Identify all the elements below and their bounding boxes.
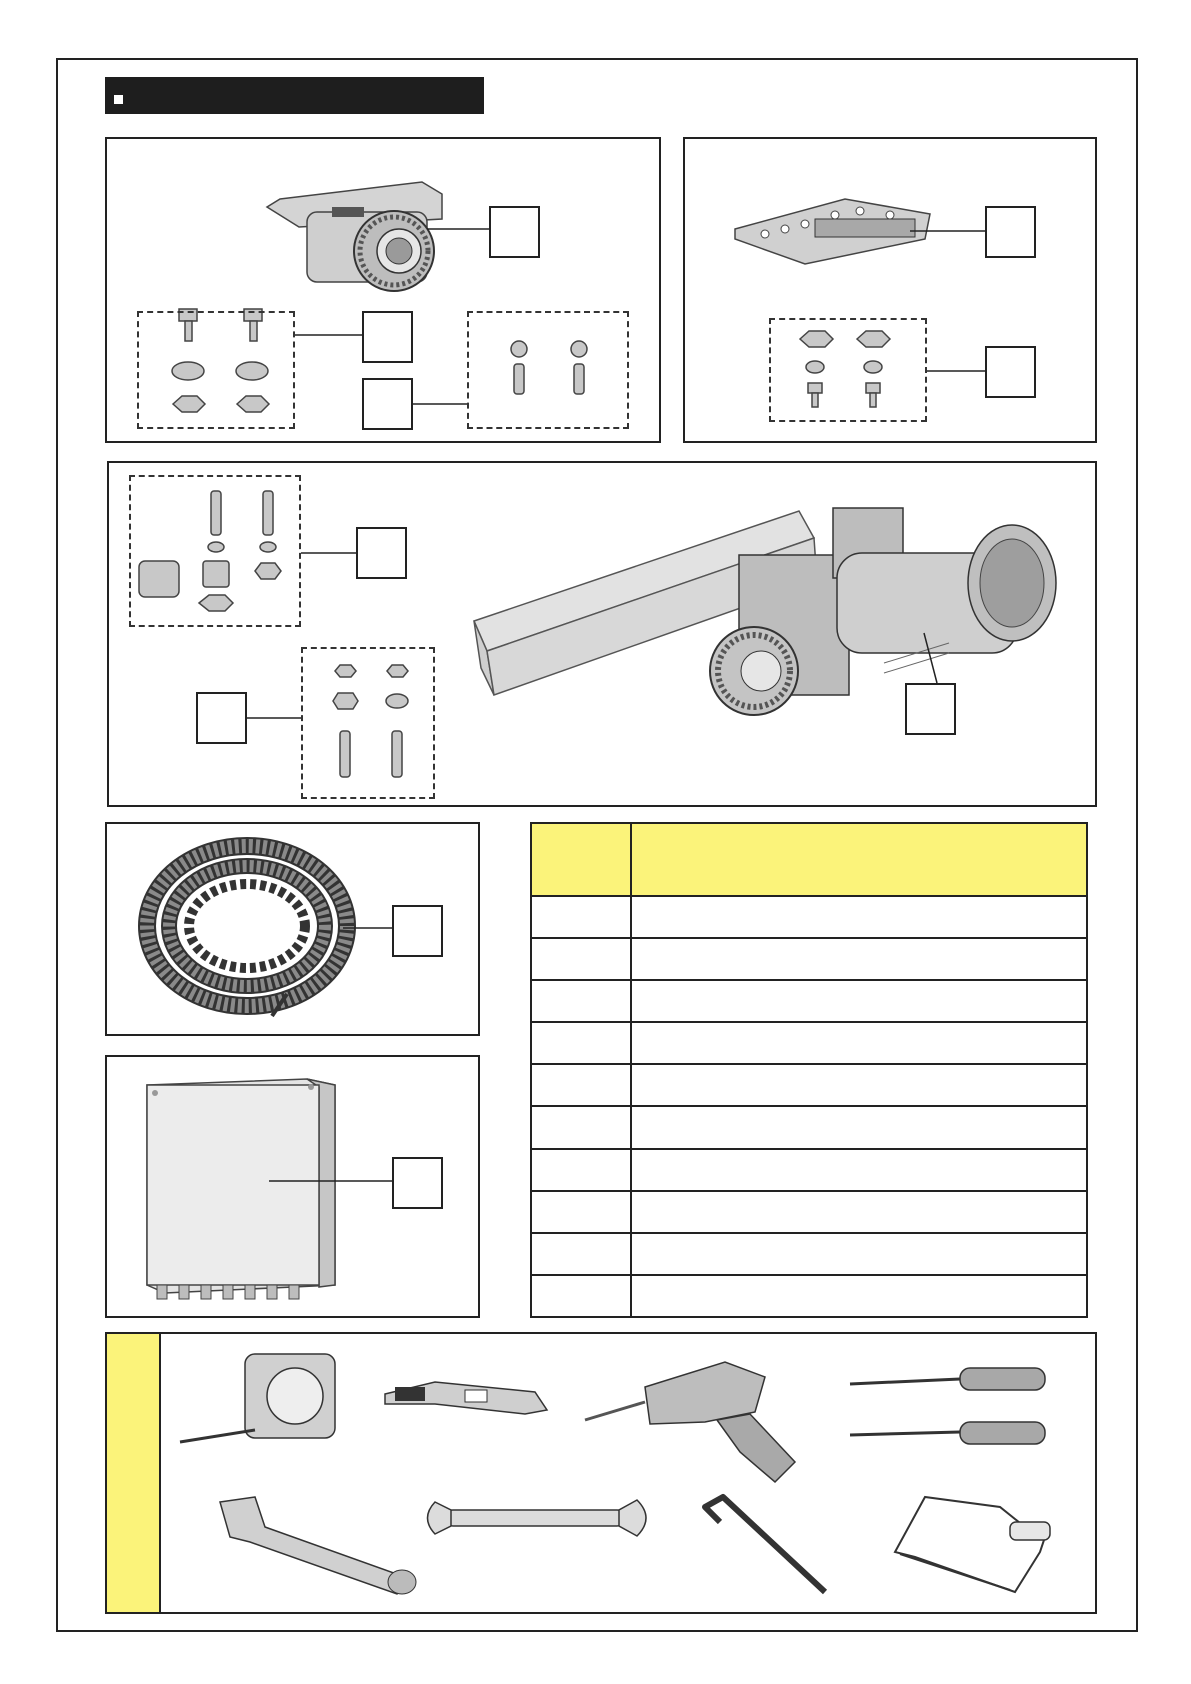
callout-label — [392, 905, 443, 957]
callout-label — [985, 346, 1036, 398]
description-cell — [631, 1149, 1087, 1191]
callout-label — [489, 206, 540, 258]
description-cell — [631, 980, 1087, 1022]
rail-kit-box — [129, 475, 301, 627]
box-wrench-icon — [220, 1497, 416, 1594]
description-cell — [631, 1191, 1087, 1233]
ref-cell — [531, 1064, 631, 1106]
ref-cell — [531, 1191, 631, 1233]
panel-gear-motor — [107, 461, 1097, 807]
table-row — [531, 980, 1087, 1022]
ref-cell — [531, 896, 631, 938]
utility-knife-icon — [385, 1382, 547, 1414]
table-row — [531, 1233, 1087, 1275]
description-cell — [631, 1064, 1087, 1106]
callout-label — [196, 692, 247, 744]
hex-key-icon — [705, 1497, 825, 1592]
table-row — [531, 1022, 1087, 1064]
callout-label — [362, 311, 413, 363]
panel-fixing-plate — [683, 137, 1097, 443]
parts-table-header — [531, 823, 1087, 896]
power-drill-icon — [585, 1362, 795, 1482]
table-row — [531, 1064, 1087, 1106]
ref-cell — [531, 1022, 631, 1064]
ref-cell — [531, 1275, 631, 1317]
plate-kit-box — [769, 318, 927, 422]
description-cell — [631, 1022, 1087, 1064]
callout-label — [905, 683, 956, 735]
open-end-wrench-icon — [428, 1500, 647, 1536]
description-cell — [631, 896, 1087, 938]
table-row — [531, 896, 1087, 938]
hacksaw-icon — [895, 1497, 1050, 1592]
callout-label — [356, 527, 407, 579]
bracket-kit-box — [137, 311, 295, 429]
bolt-nut-kit-box — [467, 311, 629, 429]
ref-cell — [531, 980, 631, 1022]
parts-table — [530, 822, 1088, 1318]
description-cell — [631, 938, 1087, 980]
description-cell — [631, 1275, 1087, 1317]
table-row — [531, 1191, 1087, 1233]
header-ref — [531, 823, 631, 896]
motor-kit-box — [301, 647, 435, 799]
description-cell — [631, 1233, 1087, 1275]
screwdrivers-icon — [850, 1368, 1045, 1444]
ref-cell — [531, 1149, 631, 1191]
ref-cell — [531, 938, 631, 980]
panel-pulley-bracket — [105, 137, 661, 443]
table-row — [531, 938, 1087, 980]
ref-cell — [531, 1233, 631, 1275]
panel-toothed-belt — [105, 822, 480, 1036]
callout-label — [392, 1157, 443, 1209]
title-bullet-icon — [114, 95, 123, 104]
ref-cell — [531, 1106, 631, 1148]
callout-label — [362, 378, 413, 430]
table-row — [531, 1275, 1087, 1317]
tools-illustrations — [105, 1332, 1097, 1614]
section-title-bar — [105, 77, 484, 114]
header-description — [631, 823, 1087, 896]
panel-control-box — [105, 1055, 480, 1318]
table-row — [531, 1149, 1087, 1191]
callout-label — [985, 206, 1036, 258]
tape-measure-icon — [180, 1354, 335, 1442]
description-cell — [631, 1106, 1087, 1148]
table-row — [531, 1106, 1087, 1148]
